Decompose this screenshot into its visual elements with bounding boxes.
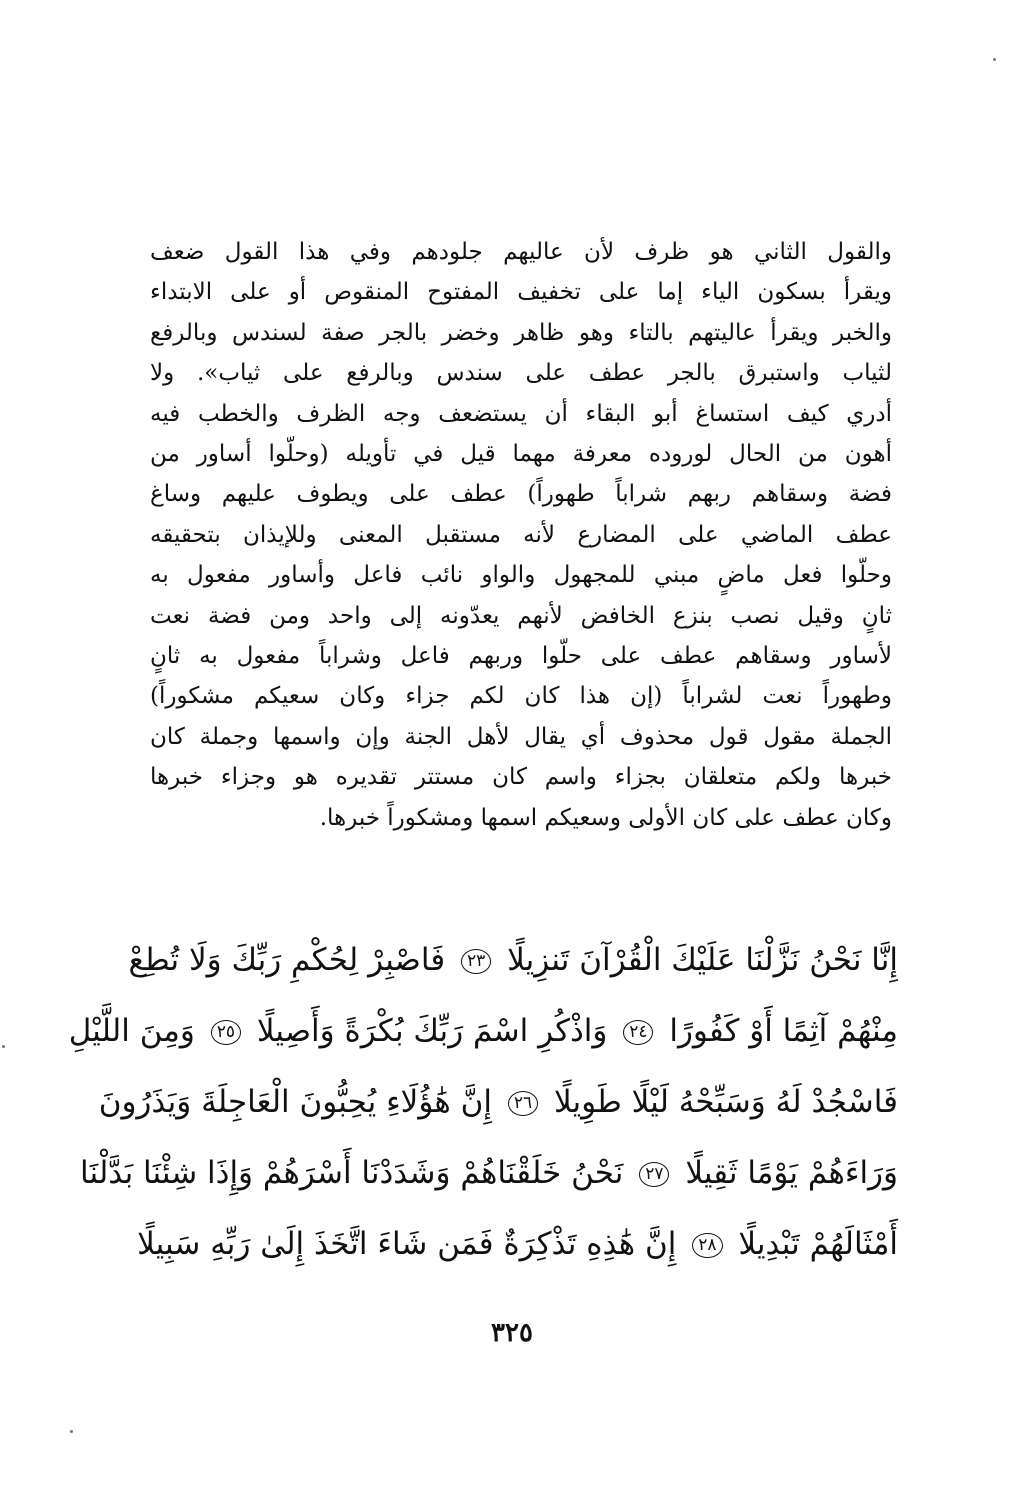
- verse-text: أَمْثَالَهُمْ تَبْدِيلًا: [738, 1226, 898, 1262]
- verse-text: نَحْنُ خَلَقْنَاهُمْ وَشَدَدْنَا أَسْرَهُمْ وَإِذَا شِئْنَا بَدَّلْنَا: [80, 1155, 624, 1191]
- verse-text: إِنَّ هَٰذِهِ تَذْكِرَةٌ فَمَن شَاءَ اتَّخَذَ إِلَىٰ رَبِّهِ سَبِيلًا: [137, 1226, 677, 1262]
- scan-speck: [2, 1045, 5, 1048]
- commentary-line: أدري كيف استساغ أبو البقاء أن يستضعف وجه الظرف والخطب فيه: [150, 400, 892, 427]
- verse-text: وَاذْكُرِ اسْمَ رَبِّكَ بُكْرَةً وَأَصِيلًا: [256, 1013, 608, 1049]
- ayah-number-marker: ٢٤: [623, 1020, 653, 1045]
- ayah-number-marker: ٢٥: [211, 1020, 241, 1045]
- commentary-line: عطف الماضي على المضارع لأنه مستقبل المعنى وللإيذان بتحقيقه: [150, 521, 892, 548]
- verse-text: فَاسْجُدْ لَهُ وَسَبِّحْهُ لَيْلًا طَوِيلًا: [553, 1084, 898, 1120]
- commentary-line: الجملة مقول قول محذوف أي يقال لأهل الجنة وإن واسمها وجملة كان: [150, 723, 892, 750]
- page-number: ٣٢٥: [491, 1318, 533, 1348]
- commentary-line-last: وكان عطف على كان الأولى وسعيكم اسمها ومشكوراً خبرها.: [319, 804, 892, 831]
- commentary-line: لأساور وسقاهم عطف على حلّوا وربهم فاعل وشراباً مفعول به ثانٍ: [150, 643, 892, 670]
- commentary-paragraph: [150, 232, 892, 838]
- commentary-line: والخبر ويقرأ عاليتهم بالتاء وهو ظاهر وخضر بالجر صفة لسندس وبالرفع: [150, 319, 892, 346]
- quran-line: [137, 1209, 898, 1280]
- commentary-line: ويقرأ بسكون الياء إما على تخفيف المفتوح المنقوص أو على الابتداء: [150, 279, 892, 306]
- ayah-number-marker: ٢٨: [692, 1233, 722, 1258]
- verse-text: وَرَاءَهُمْ يَوْمًا ثَقِيلًا: [685, 1155, 898, 1191]
- quran-line: [80, 1138, 898, 1209]
- verse-text: مِنْهُمْ آثِمًا أَوْ كَفُورًا: [669, 1013, 898, 1049]
- verse-text: وَمِنَ اللَّيْلِ: [68, 1013, 195, 1049]
- scan-speck: [993, 58, 996, 61]
- ayah-number-marker: ٢٦: [508, 1091, 538, 1116]
- quran-line: [128, 925, 898, 996]
- commentary-line: ثانٍ وقيل نصب بنزع الخافض لأنهم يعدّونه إلى واحد ومن فضة نعت: [150, 602, 892, 629]
- commentary-line: فضة وسقاهم ربهم شراباً طهوراً) عطف على ويطوف عليهم وساغ: [150, 481, 892, 508]
- commentary-line: لثياب واستبرق بالجر عطف على سندس وبالرفع على ثياب». ولا: [150, 360, 892, 387]
- ayah-number-marker: ٢٧: [639, 1162, 669, 1187]
- commentary-line: وحلّوا فعل ماضٍ مبني للمجهول والواو نائب فاعل وأساور مفعول به: [150, 562, 892, 589]
- verse-text: فَاصْبِرْ لِحُكْمِ رَبِّكَ وَلَا تُطِعْ: [128, 942, 446, 978]
- verse-text: إِنَّ هَٰؤُلَاءِ يُحِبُّونَ الْعَاجِلَةَ وَيَذَرُونَ: [98, 1084, 492, 1120]
- quran-line: [68, 996, 898, 1067]
- commentary-line: والقول الثاني هو ظرف لأن عاليهم جلودهم وفي هذا القول ضعف: [150, 239, 892, 265]
- quran-line: [98, 1067, 898, 1138]
- verse-text: إِنَّا نَحْنُ نَزَّلْنَا عَلَيْكَ الْقُرْآنَ تَنزِيلًا: [507, 942, 898, 978]
- quran-verses: [68, 925, 898, 1280]
- commentary-line: خبرها ولكم متعلقان بجزاء واسم كان مستتر تقديره هو وجزاء خبرها: [150, 764, 892, 791]
- ayah-number-marker: ٢٣: [461, 949, 491, 974]
- commentary-line: وطهوراً نعت لشراباً (إن هذا كان لكم جزاء وكان سعيكم مشكوراً): [150, 683, 892, 710]
- scan-speck: [70, 1430, 73, 1433]
- commentary-line: أهون من الحال لوروده معرفة مهما قيل في تأويله (وحلّوا أساور من: [150, 441, 892, 468]
